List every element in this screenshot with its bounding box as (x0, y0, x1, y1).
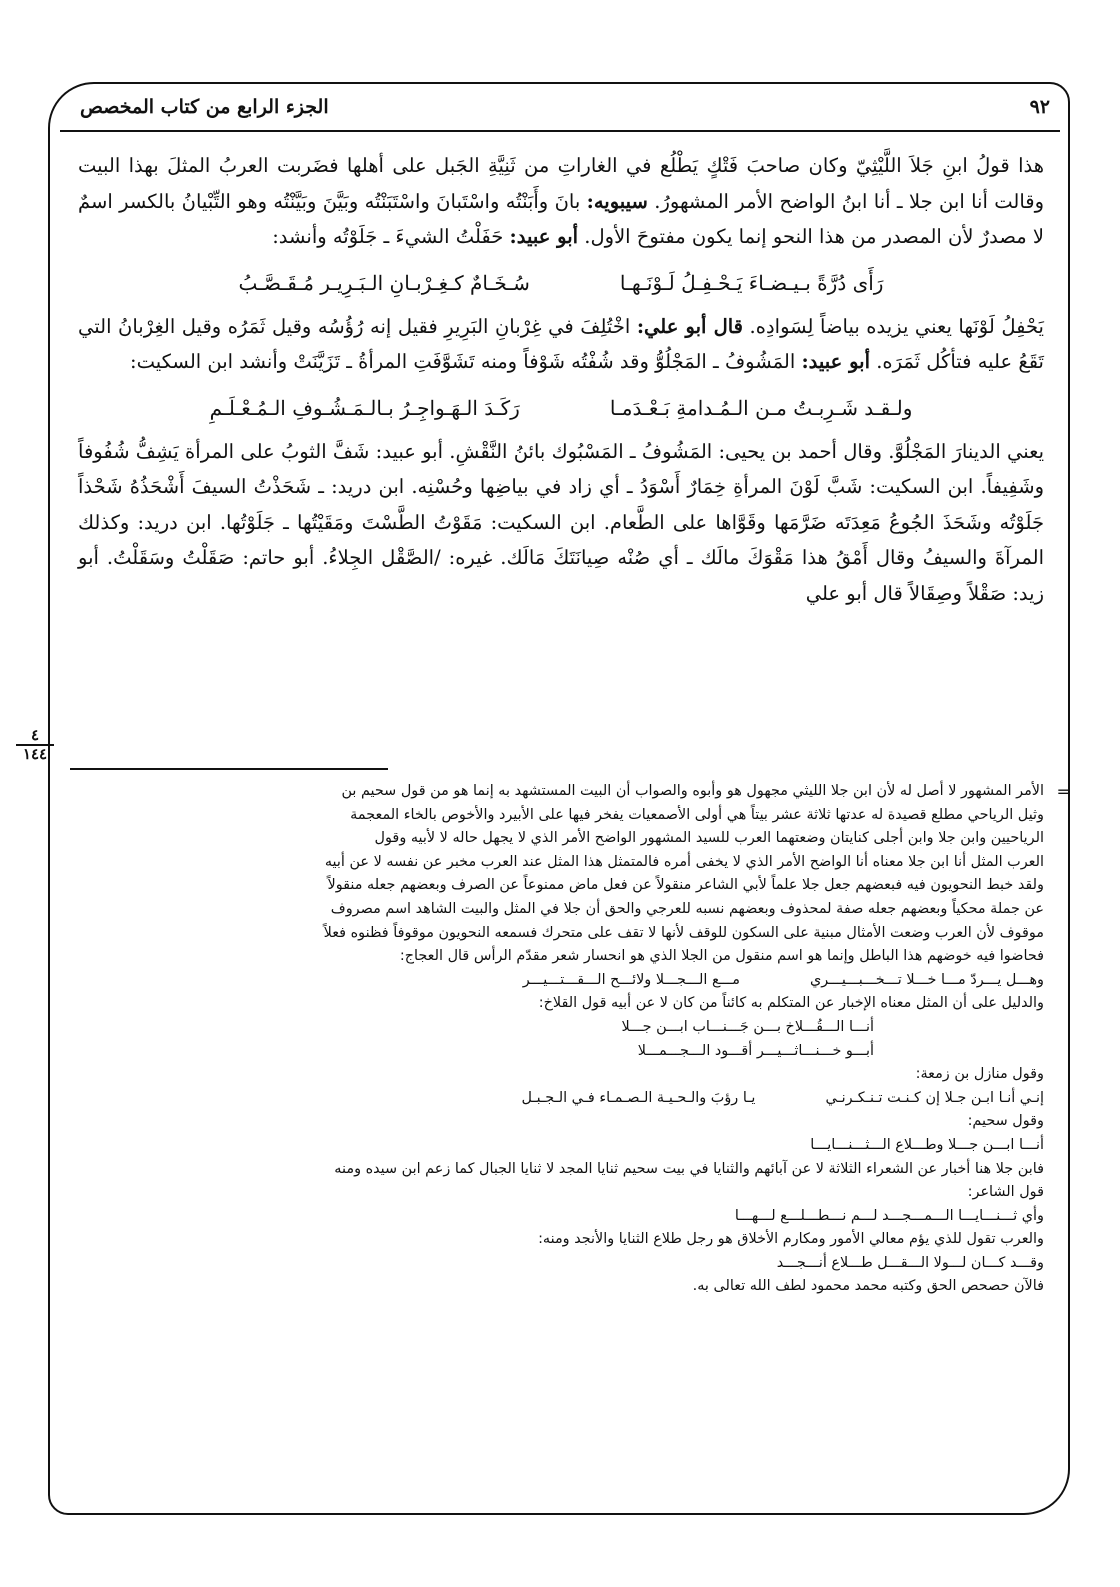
footnotes (70, 780, 1070, 1299)
footnote-line: وقول سحيم: (967, 1113, 1044, 1130)
footnote-verse-anjad: وقـــد كـــان لـــولا الـــقـــل طـــلاع أنـــجـــد (776, 1254, 1044, 1271)
footnote-verse-qulakh-2: أبـــو خـــنـــاثـــيـــر أقـــود الـــجـــمـــلا (637, 1042, 874, 1059)
verse-2 (78, 386, 1044, 430)
footnote-line: فابن جلا هنا أخبار عن الشعراء الثلاثة لا عن آبائهم والثنايا في بيت سحيم ثنايا المجد لا ثنايا الجبال كما زعم ابن سيده ومنه (334, 1160, 1044, 1177)
footnote-line: وثيل الرياحي مطلع قصيدة له عدتها ثلاثة عشر بيتاً هي أولى الأصمعيات يفخر فيها على الأبيرد والأخوص بالخاء المعجمة (350, 806, 1044, 823)
footnote-verse-manazil: إنـي أنـا ابـن جـلا إن كـنـت تـنـكـرنـي يـا رؤبَ والـحـيـة الـصـمـاء فـي الـجـبـل (521, 1089, 1044, 1106)
paragraph-1: هذا قولُ ابنِ جَلاَ اللَّيْثِيّ وكان صاحبَ فَتْكٍ يَطْلُع في الغاراتِ من ثَنِيَّةِ الجَبل على أهلها فضَربت العربُ المثلَ بهذا البيت وقالت أنا ابن جلا ـ أنا ابنُ الواضح الأمر المشهورُ. سيبويه: بانَ وأَبَنْتُه واسْتَبانَ واسْتَبَنْتُه وبَيَّنَ وبَيَّنْتُه وهو التِّبْيانُ بالكسر اسمٌ لا مصدرٌ لأن المصدر من هذا النحو إنما يكون مفتوحَ الأول. أبو عبيد: حَفَلْتُ الشيءَ ـ جَلَوْتُه وأنشد: (78, 154, 1044, 248)
header-divider (60, 130, 1060, 132)
footnote-line: والعرب تقول للذي يؤم معالي الأمور ومكارم الأخلاق هو رجل طلاع الثنايا والأنجد ومنه: (538, 1231, 1044, 1248)
footnote-line: عن جملة محكياً وبعضهم جعله صفة لمحذوف وبعضهم نسبه للعرجي والحق أن جلا في المثل والبيت الشاهد اسم مصروف (330, 900, 1044, 917)
footnote-line: قول الشاعر: (967, 1184, 1044, 1201)
verse-1 (78, 261, 1044, 305)
book-title: الجزء الرابع من كتاب المخصص (80, 96, 329, 118)
footnote-line: والدليل على أن المثل معناه الإخبار عن المتكلم به كائناً من كان لا عن أبيه قول القلاخ: (538, 995, 1044, 1012)
footnote-verse-qulakh-1: أنـــا الـــقُـــلاخ بـــن جَـــنـــاب ابـــن جـــلا (621, 1018, 874, 1035)
paragraph-2: يَحْفِلُ لَوْنَها يعني يزيده بياضاً لِسَوادِه. قال أبو علي: اخْتُلِفَ في غِرْبانِ البَرِيرِ فقيل إنه رُؤُسُه وقيل ثَمَرُه وقيل الغِرْبانُ التي تَقَعُ عليه فتأكُل ثَمَرَه. أبو عبيد: المَشُوفُ ـ المَجْلُوُّ وقد شُفْتُه شَوْفاً ومنه تَشَوَّفَتِ المرأةُ ـ تَزَيَّنَتْ وأنشد ابن السكيت: (78, 314, 1044, 373)
speaker-abu-ali: قال أبو علي: (636, 314, 743, 338)
footnote-line: ولقد خبط النحويون فيه فبعضهم جعل جلا علماً لأبي الشاعر منقولاً عن فعل ماض ممنوعاً عن الصرف وبعضهم جعله منقولاً (327, 877, 1044, 894)
footnote-line: موقوف لأن العرب وضعت الأمثال مبنية على السكون للوقف لأنها لا تقف على متحرك فسمعه النحويون موقوفاً فظنوه فعلاً (323, 924, 1044, 941)
footnote-closing: فالآن حصحص الحق وكتبه محمد محمود لطف الله تعالى به. (692, 1278, 1044, 1295)
speaker-abu-ubaid: أبو عبيد: (509, 225, 579, 248)
footnote-line: العرب المثل أنا ابن جلا معناه أنا الواضح الأمر الذي لا يخفى أمره فالمتمثل هذا المثل عند العرب مخبر عن نفسه لا عن أبيه (324, 853, 1044, 870)
footnote-verse-suhaym: أنـــا ابـــن جـــلا وطـــلاع الـــثـــنـــايـــا (810, 1136, 1044, 1153)
verse-1-second-hemistich: سُـخَـامٌ كـغِـرْبـانِ الـبَـرِيـر مُـقَـصَّـبُ (238, 270, 530, 295)
footnote-line: الرياحيين وابن جلا وابن أجلى كنايتان وضعتهما العرب للسيد المشهور الواضح الأمر الذي لا يجهل حاله لا لأبيه وقول (374, 830, 1044, 847)
verse-2-first-hemistich: ولـقـد شَـرِبـتُ مـن الـمُـدامةِ بَـعْـدَمـا (609, 395, 913, 420)
speaker-sibawayh: سيبويه: (586, 189, 648, 213)
verse-1-first-hemistich: رَأَى دُرَّةً بـيـضـاءَ يَـحْـفِـلُ لَـوْنَـهـا (619, 270, 884, 295)
verse-2-second-hemistich: رَكَـدَ الـهَـواجِـرُ بـالـمَـشُـوفِ الـمُـعْـلَـمِ (209, 395, 520, 420)
footnote-continuation-marker: = (1056, 782, 1070, 801)
footnote-line: وقول منازل بن زمعة: (915, 1066, 1044, 1083)
marginal-page-reference: ٤ ١٤٤ (16, 727, 54, 763)
footnote-line: الأمر المشهور لا أصل له لأن ابن جلا الليثي مجهول هو وأبوه والصواب أن البيت المستشهد به إنما هو من قول سحيم بن (341, 783, 1044, 799)
speaker-abu-ubaid-2: أبو عبيد: (801, 350, 871, 373)
footnote-verse-thanaya: وأي ثـــنـــايـــا الـــمـــجـــد لـــم نـــطـــلـــع لـــهـــا (734, 1207, 1044, 1224)
main-text (78, 148, 1044, 611)
running-header (80, 92, 1050, 122)
page-number: ٩٢ (1029, 96, 1050, 118)
footnote-divider (70, 768, 388, 770)
paragraph-3: يعني الدينارَ المَجْلُوَّ. وقال أحمد بن يحيى: المَشُوفُ ـ المَسْبُوك بائنُ النَّقْشِ. أبو عبيد: شَفَّ الثوبُ على المرأة يَشِفُّ شُفُوفاً وشَفِيفاً. ابن السكيت: شَبَّ لَوْنَ المرأةِ خِمَارٌ أَسْوَدُ ـ أي زاد في بياضِها وحُسْنِه. ابن دريد: ـ شَحَذْتُ السيفَ أَشْحَذُهُ شَحْذاً جَلَوْتُه وشَحَذَ الجُوعُ مَعِدَتَه ضَرَّمَها وقَوَّاها على الطَّعام. ابن السكيت: مَقَوْتُ الطَّسْتَ ومَقَيْتُها ـ جَلَوْتُها. ابن دريد: وكذلك المرآةَ والسيفُ وقال أَمْقُ هذا مَقْوَكَ مالَك ـ أي صُنْه صِيانَتَكَ مَالَك. غيره: /الصَّقْل الجِلاءُ. أبو حاتم: صَقَلْتُ وسَقَلْتُ. أبو زيد: صَقْلاً وصِقَالاً قال أبو علي (78, 439, 1044, 605)
footnote-line: فحاضوا فيه خوضهم هذا الباطل وإنما هو اسم منقول من الجلا الذي هو انحسار شعر مقدّم الرأس قال العجاج: (399, 948, 1044, 965)
footnote-verse-ajjaj: وهـــل يـــردّ مـــا خـــلا تـــخـــبـــيـــري مـــع الـــجـــلا ولائـــح الـــقـــتـــيـــر (522, 971, 1044, 988)
